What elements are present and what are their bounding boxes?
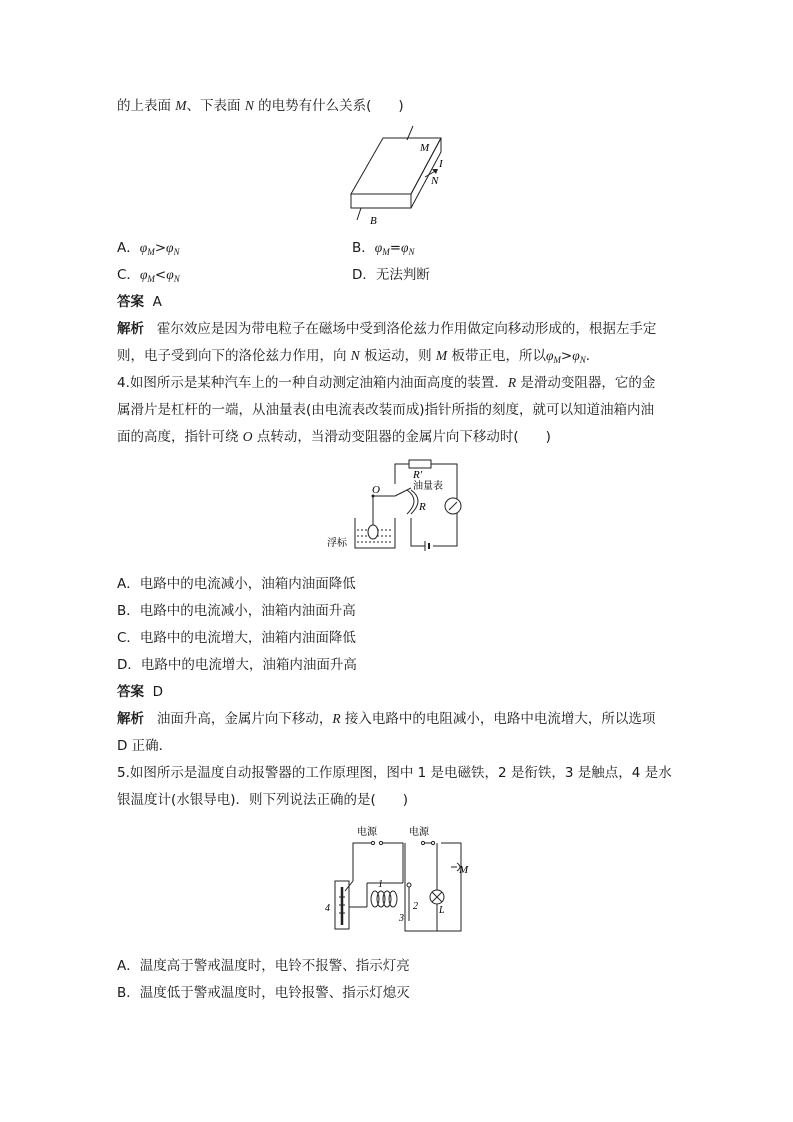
q3-stem-text-b: 、下表面	[186, 98, 245, 114]
q3-stem-text-a: 的上表面	[117, 98, 176, 114]
q4-option-b: B．电路中的电流减小，油箱内油面升高	[117, 603, 356, 619]
fig4-label-gauge: 油量表	[413, 481, 443, 492]
fig4-label-float: 浮标	[327, 538, 347, 549]
period: .	[585, 348, 591, 364]
q4-analysis-line-2: D 正确．	[117, 738, 173, 754]
q3-answer	[117, 292, 162, 312]
q4-answer	[117, 682, 163, 702]
q4-stem-line-1	[117, 373, 655, 393]
phi-symbol: φ	[374, 240, 383, 255]
sub-m: M	[147, 247, 155, 257]
phi-symbol: φ	[139, 267, 148, 282]
analysis-text: 霍尔效应是因为带电粒子在磁场中受到洛伦兹力作用做定向移动形成的，根据左手定	[156, 321, 657, 337]
fig4-label-r: R	[419, 501, 426, 513]
q5-option-b: B．温度低于警戒温度时，电铃报警、指示灯熄灭	[117, 985, 410, 1001]
eq-sign: =	[389, 240, 402, 256]
q3-stem-m: M	[175, 98, 187, 113]
fig5-label-m: M	[459, 864, 469, 876]
q4-option-a: A．电路中的电流减小，油箱内油面降低	[117, 576, 356, 592]
phi-symbol: φ	[545, 348, 554, 363]
fig3-label-b: B	[370, 215, 377, 227]
fig5-label-power-2: 电源	[409, 827, 429, 838]
q5-option-a: A．温度高于警戒温度时，电铃不报警、指示灯亮	[117, 958, 410, 974]
q3-option-a-label: A．	[117, 240, 140, 256]
q3-option-d	[352, 265, 430, 285]
q3-stem-n: N	[244, 98, 254, 113]
sub-n: N	[173, 247, 180, 257]
q3-stem-text-c: 的电势有什么关系( )	[253, 98, 404, 114]
gt-sign: >	[560, 348, 573, 364]
phi-symbol: φ	[166, 240, 174, 255]
hall-effect-figure	[345, 122, 455, 232]
phi-symbol: φ	[401, 240, 409, 255]
fig5-label-power-1: 电源	[357, 827, 377, 838]
q4-stem-text: 4.如图所示是某种汽车上的一种自动测定油箱内油面高度的装置．	[117, 375, 508, 391]
analysis-r: R	[332, 711, 341, 726]
fig5-label-l: L	[439, 905, 445, 916]
phi-symbol: φ	[166, 267, 174, 282]
fig3-label-n: N	[431, 175, 439, 187]
q4-stem-line-2: 属滑片是杠杆的一端，从油量表(由电流表改装而成)指针所指的刻度，就可以知道油箱内油	[117, 402, 655, 418]
q3-option-d-label: D．	[352, 267, 376, 283]
fig5-label-3: 3	[399, 913, 404, 924]
q3-option-c	[117, 265, 180, 289]
gt-sign: >	[154, 240, 167, 256]
q4-stem-text: 是滑动变阻器，它的金	[516, 375, 656, 391]
q4-stem-text: 点转动，当滑动变阻器的金属片向下移动时( )	[252, 429, 551, 445]
analysis-text: 油面升高，金属片向下移动，	[156, 711, 333, 727]
q3-option-d-text: 无法判断	[375, 267, 430, 283]
q5-stem-line-2: 银温度计(水银导电)．则下列说法正确的是( )	[117, 792, 409, 808]
analysis-text: 则，电子受到向下的洛伦兹力作用，向	[117, 348, 351, 364]
analysis-n: N	[350, 348, 360, 363]
sub-n: N	[408, 247, 415, 257]
q4-stem-line-3	[117, 427, 551, 447]
sub-m: M	[553, 355, 561, 365]
answer-value: D	[152, 684, 163, 700]
analysis-label: 解析	[117, 321, 144, 337]
q3-option-b	[352, 238, 415, 262]
phi-symbol: φ	[139, 240, 148, 255]
fig3-label-i: I	[439, 158, 443, 170]
q3-analysis-line-2	[117, 346, 590, 370]
sub-m: M	[147, 274, 155, 284]
q3-option-c-label: C．	[117, 267, 140, 283]
lt-sign: <	[154, 267, 167, 283]
answer-label: 答案	[117, 294, 144, 310]
q5-stem-line-1: 5.如图所示是温度自动报警器的工作原理图，图中 1 是电磁铁，2 是衔铁，3 是触点，4 是水	[117, 765, 672, 781]
analysis-text: 接入电路中的电阻减小，电路中电流增大，所以选项	[340, 711, 656, 727]
q4-analysis-line-1	[117, 709, 655, 729]
analysis-text: 板运动，则	[359, 348, 436, 364]
fig3-label-m: M	[420, 142, 430, 154]
q3-stem-tail	[117, 96, 404, 116]
analysis-label: 解析	[117, 711, 144, 727]
q3-analysis-line-1	[117, 319, 656, 339]
q4-option-c: C．电路中的电流增大，油箱内油面降低	[117, 630, 356, 646]
fig5-label-1: 1	[378, 879, 383, 890]
sub-n: N	[173, 274, 180, 284]
temperature-alarm-figure	[323, 823, 473, 941]
q4-stem-text: 面的高度，指针可绕	[117, 429, 243, 445]
fig4-label-o: O	[372, 484, 380, 496]
answer-value: A	[152, 294, 162, 310]
sub-m: M	[382, 247, 390, 257]
q4-option-d: D．电路中的电流增大，油箱内油面升高	[117, 657, 357, 673]
fig5-label-4: 4	[325, 903, 330, 914]
q3-option-a	[117, 238, 180, 262]
q3-option-b-label: B．	[352, 240, 375, 256]
fig5-label-2: 2	[413, 901, 418, 912]
phi-symbol: φ	[572, 348, 580, 363]
fuel-gauge-figure	[325, 456, 475, 556]
q4-stem-o: O	[242, 429, 253, 444]
analysis-text: 板带正电，所以	[447, 348, 546, 364]
answer-label: 答案	[117, 684, 144, 700]
sub-n: N	[579, 355, 586, 365]
analysis-m: M	[435, 348, 448, 363]
fig4-label-r-prime: R′	[413, 469, 423, 481]
q4-stem-r: R	[507, 375, 517, 390]
